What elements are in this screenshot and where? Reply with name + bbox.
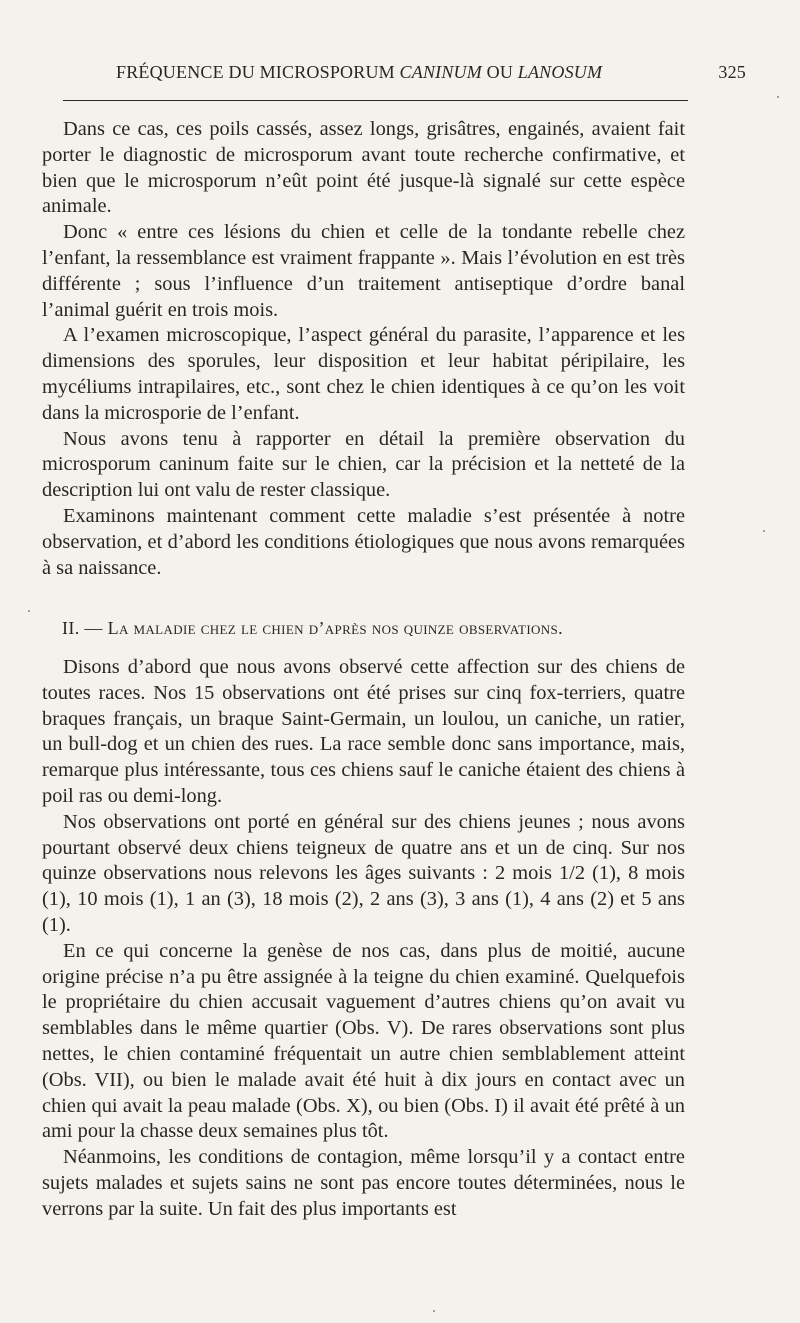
running-title-italic-1: CANINUM — [399, 62, 482, 82]
paper-speck — [28, 610, 30, 612]
paragraph: Néanmoins, les conditions de contagion, même lorsqu’il y a contact entre sujets malades et sujets sains ne sont pas encore toutes déterminées, nous le verrons par la suite. Un fait des plus importants est — [42, 1146, 685, 1220]
paragraph: Donc « entre ces lésions du chien et celle de la tondante rebelle chez l’enfant, la ressemblance est vraiment frappante ». Mais l’évolution en est très différente ; sous l’influence d’un traitement antiseptique d’ordre banal l’animal guérit en trois mois. — [42, 221, 685, 321]
paper-speck — [777, 96, 779, 98]
running-title-part-1: FRÉQUENCE DU MICROSPORUM — [116, 62, 400, 82]
header-rule — [63, 100, 688, 101]
paper-speck — [763, 530, 765, 532]
page-number: 325 — [718, 62, 746, 82]
paragraph: Disons d’abord que nous avons observé cette affection sur des chiens de toutes races. Nos 15 observations ont été prises sur cinq fox-terriers, quatre braques français, un braque Saint-Germain, un loulou, un caniche, un ratier, un bull-dog et un chien des rues. La race semble donc sans importance, mais, remarque plus intéressante, tous ces chiens sauf le caniche étaient des chiens à poil ras ou demi-long. — [42, 656, 685, 807]
paper-speck — [433, 1310, 435, 1312]
paragraph: A l’examen microscopique, l’aspect général du parasite, l’apparence et les dimensions des sporules, leur disposition et leur habitat péripilaire, les mycéliums intrapilaires, etc., sont chez le chien identiques à ce qu’on les voit dans la microsporie de l’enfant. — [42, 324, 685, 424]
running-title — [116, 62, 602, 83]
section-title: La maladie chez le chien d’après nos quinze observations. — [107, 618, 563, 638]
section-number: II. — — [62, 618, 108, 638]
section-1-text — [42, 117, 685, 581]
paragraph: Examinons maintenant comment cette maladie s’est présentée à notre observation, et d’abord les conditions étiologiques que nous avons remarquées à sa naissance. — [42, 504, 685, 579]
section-heading — [62, 618, 682, 639]
running-header — [42, 58, 746, 86]
paragraph: En ce qui concerne la genèse de nos cas, dans plus de moitié, aucune origine précise n’a pu être assignée à la teigne du chien examiné. Quelquefois le propriétaire du chien accusait vaguement d’autres chiens qu’on avait vu semblables dans le même quartier (Obs. V). De rares observations sont plus nettes, le chien contaminé fréquentait un autre chien semblablement atteint (Obs. VII), ou bien le malade avait été huit à dix jours en contact avec un chien qui avait la peau malade (Obs. X), ou bien (Obs. I) il avait été prêté à un ami pour la chasse deux semaines plus tôt. — [42, 939, 685, 1143]
paragraph: Dans ce cas, ces poils cassés, assez longs, grisâtres, engainés, avaient fait porter le diagnostic de microsporum avant toute recherche confirmative, et bien que le microsporum n’eût point été jusque-là signalé sur cette espèce animale. — [42, 118, 685, 218]
paragraph: Nous avons tenu à rapporter en détail la première observation du microsporum caninum faite sur le chien, car la précision et la netteté de la description lui ont valu de rester classique. — [42, 427, 685, 502]
running-title-part-2: OU — [481, 62, 518, 82]
running-title-italic-2: LANOSUM — [517, 62, 603, 82]
paragraph: Nos observations ont porté en général sur des chiens jeunes ; nous avons pourtant observé deux chiens teigneux de quatre ans et un de cinq. Sur nos quinze observations nous relevons les âges suivants : 2 mois 1/2 (1), 8 mois (1), 10 mois (1), 1 an (3), 18 mois (2), 2 ans (3), 3 ans (1), 4 ans (2) et 5 ans (1). — [42, 810, 685, 936]
section-2-text — [42, 655, 685, 1223]
